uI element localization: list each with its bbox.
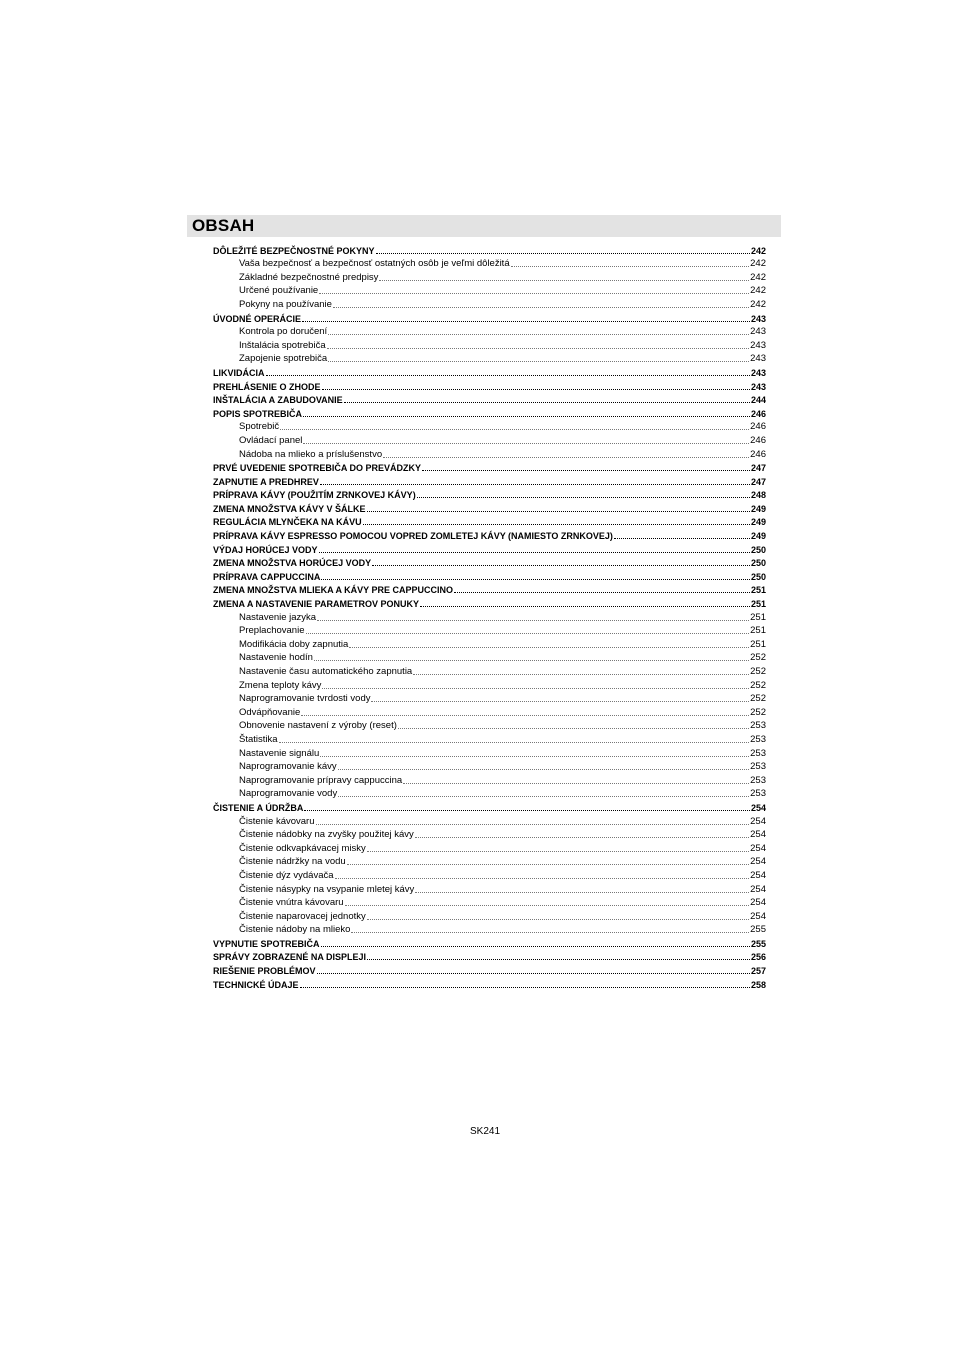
toc-entry-page: 254 [750, 869, 766, 881]
toc-entry-label: Vaša bezpečnosť a bezpečnosť ostatných osôb je veľmi dôležitá [239, 258, 510, 270]
toc-section-entry[interactable] [213, 501, 766, 515]
toc-subsection-entry[interactable] [213, 610, 766, 624]
toc-entry-page: 250 [750, 544, 766, 555]
toc-dot-leader [302, 321, 750, 322]
toc-dot-leader [319, 552, 750, 553]
toc-section-entry[interactable] [213, 406, 766, 420]
toc-entry-label: Určené používanie [239, 285, 319, 297]
toc-subsection-entry[interactable] [213, 257, 766, 271]
toc-subsection-entry[interactable] [213, 909, 766, 923]
toc-dot-leader [327, 348, 750, 349]
toc-subsection-entry[interactable] [213, 732, 766, 746]
toc-entry-page: 252 [750, 679, 766, 691]
toc-dot-leader [614, 538, 750, 539]
toc-section-entry[interactable] [213, 556, 766, 570]
toc-entry-label: RIEŠENIE PROBLÉMOV [213, 966, 316, 977]
toc-entry-label: Čistenie násypky na vsypanie mletej kávy [239, 883, 415, 895]
toc-entry-page: 253 [750, 733, 766, 745]
toc-subsection-entry[interactable] [213, 746, 766, 760]
toc-entry-label: Nastavenie hodín [239, 652, 313, 664]
page-number: SK241 [469, 1126, 501, 1137]
toc-entry-label: Obnovenie nastavení z výroby (reset) [239, 720, 397, 732]
toc-dot-leader [316, 824, 750, 825]
toc-section-entry[interactable] [213, 800, 766, 814]
toc-entry-page: 243 [750, 353, 766, 365]
toc-dot-leader [367, 919, 749, 920]
toc-entry-label: ZMENA A NASTAVENIE PARAMETROV PONUKY [213, 599, 420, 610]
toc-entry-page: 254 [750, 829, 766, 841]
toc-entry-page: 253 [750, 761, 766, 773]
toc-subsection-entry[interactable] [213, 896, 766, 910]
toc-entry-label: Štatistika [239, 733, 278, 745]
toc-subsection-entry[interactable] [213, 828, 766, 842]
toc-subsection-entry[interactable] [213, 923, 766, 937]
toc-dot-leader [317, 620, 749, 621]
toc-dot-leader [322, 389, 750, 390]
toc-heading-band [187, 215, 781, 237]
toc-dot-leader [511, 266, 750, 267]
toc-dot-leader [306, 633, 750, 634]
toc-section-entry[interactable] [213, 365, 766, 379]
toc-entry-page: 242 [750, 258, 766, 270]
toc-section-entry[interactable] [213, 474, 766, 488]
toc-entry-page: 246 [750, 434, 766, 446]
toc-entry-page: 258 [750, 979, 766, 990]
toc-entry-label: Zmena teploty kávy [239, 679, 322, 691]
toc-entry-label: REGULÁCIA MLYNČEKA NA KÁVU [213, 517, 362, 528]
toc-entry-label: POPIS SPOTREBIČA [213, 408, 303, 419]
toc-subsection-entry[interactable] [213, 284, 766, 298]
toc-section-entry[interactable] [213, 963, 766, 977]
toc-dot-leader [328, 334, 749, 335]
toc-dot-leader [266, 375, 750, 376]
toc-entry-label: PRÍPRAVA KÁVY (POUŽITÍM ZRNKOVEJ KÁVY) [213, 490, 416, 501]
toc-dot-leader [280, 429, 749, 430]
toc-entry-page: 243 [750, 313, 766, 324]
toc-dot-leader [367, 511, 750, 512]
toc-dot-leader [383, 457, 749, 458]
toc-entry-page: 253 [750, 788, 766, 800]
toc-dot-leader [454, 592, 750, 593]
toc-dot-leader [367, 851, 749, 852]
toc-dot-leader [420, 606, 750, 607]
toc-entry-page: 253 [750, 774, 766, 786]
toc-entry-label: PRVÉ UVEDENIE SPOTREBIČA DO PREVÁDZKY [213, 463, 422, 474]
toc-entry-label: Naprogramovanie vody [239, 788, 338, 800]
toc-subsection-entry[interactable] [213, 760, 766, 774]
toc-dot-leader [304, 810, 750, 811]
toc-entry-page: 251 [750, 611, 766, 623]
toc-entry-page: 252 [750, 693, 766, 705]
toc-entry-label: Čistenie nádržky na vodu [239, 856, 346, 868]
toc-dot-leader [301, 715, 749, 716]
toc-entry-page: 252 [750, 706, 766, 718]
toc-entry-label: Čistenie dýz vydávača [239, 869, 334, 881]
toc-entry-label: Modifikácia doby zapnutia [239, 638, 349, 650]
toc-dot-leader [321, 579, 750, 580]
toc-dot-leader [347, 864, 749, 865]
toc-entry-page: 253 [750, 720, 766, 732]
toc-dot-leader [345, 905, 750, 906]
toc-entry-page: 242 [750, 285, 766, 297]
toc-entry-page: 255 [750, 938, 766, 949]
toc-entry-page: 254 [750, 856, 766, 868]
toc-entry-label: LIKVIDÁCIA [213, 367, 265, 378]
toc-dot-leader [328, 361, 749, 362]
toc-entry-label: Čistenie kávovaru [239, 815, 315, 827]
toc-entry-page: 256 [750, 952, 766, 963]
toc-section-entry[interactable] [213, 461, 766, 475]
toc-entry-label: PREHLÁSENIE O ZHODE [213, 381, 321, 392]
toc-entry-label: Naprogramovanie tvrdosti vody [239, 693, 371, 705]
toc-entry-page: 252 [750, 666, 766, 677]
toc-entry-label: Čistenie nádobky na zvyšky použitej kávy [239, 829, 414, 841]
toc-entry-label: Spotrebič [239, 421, 280, 433]
toc-entry-label: PRÍPRAVA CAPPUCCINA [213, 571, 321, 582]
toc-dot-leader [321, 946, 750, 947]
toc-subsection-entry[interactable] [213, 433, 766, 447]
toc-entry-label: VÝDAJ HORÚCEJ VODY [213, 544, 318, 555]
toc-entry-label: ČISTENIE A ÚDRŽBA [213, 802, 304, 813]
toc-dot-leader [371, 701, 749, 702]
toc-entry-page: 247 [750, 476, 766, 487]
toc-dot-leader [403, 783, 749, 784]
toc-entry-page: 255 [750, 924, 766, 936]
toc-dot-leader [317, 973, 750, 974]
toc-entry-page: 254 [750, 883, 766, 895]
toc-entry-page: 254 [750, 842, 766, 854]
toc-entry-page: 249 [750, 531, 766, 542]
toc-section-entry[interactable] [213, 515, 766, 529]
toc-dot-leader [335, 878, 750, 879]
toc-subsection-entry[interactable] [213, 678, 766, 692]
toc-entry-label: Čistenie naparovacej jednotky [239, 910, 366, 922]
toc-subsection-entry[interactable] [213, 705, 766, 719]
toc-entry-label: Nastavenie signálu [239, 747, 320, 759]
toc-dot-leader [372, 565, 750, 566]
toc-entry-label: Nastavenie času automatického zapnutia [239, 666, 413, 677]
toc-subsection-entry[interactable] [213, 270, 766, 284]
toc-dot-leader [320, 484, 750, 485]
toc-entry-label: PRÍPRAVA KÁVY ESPRESSO POMOCOU VOPRED ZOMLETEJ KÁVY (NAMIESTO ZRNKOVEJ) [213, 531, 613, 542]
toc-entry-page: 248 [750, 490, 766, 501]
toc-dot-leader [320, 756, 749, 757]
toc-section-entry[interactable] [213, 379, 766, 393]
toc-entry-label: Čistenie odkvapkávacej misky [239, 842, 366, 854]
toc-dot-leader [351, 932, 749, 933]
toc-subsection-entry[interactable] [213, 297, 766, 311]
toc-entry-label: Nádoba na mlieko a príslušenstvo [239, 448, 383, 460]
toc-entry-page: 243 [750, 326, 766, 338]
toc-entry-label: Naprogramovanie prípravy cappuccina [239, 774, 403, 786]
toc-dot-leader [338, 769, 749, 770]
toc-section-entry[interactable] [213, 393, 766, 407]
toc-section-entry[interactable] [213, 950, 766, 964]
toc-dot-leader [415, 837, 749, 838]
toc-section-entry[interactable] [213, 528, 766, 542]
toc-entry-label: ZMENA MNOŽSTVA HORÚCEJ VODY [213, 558, 372, 569]
toc-entry-label: Kontrola po doručení [239, 326, 328, 338]
toc-dot-leader [344, 402, 750, 403]
toc-entry-page: 251 [750, 599, 766, 610]
toc-entry-page: 242 [750, 271, 766, 283]
toc-entry-page: 247 [750, 463, 766, 474]
toc-section-entry[interactable] [213, 569, 766, 583]
toc-entry-label: INŠTALÁCIA A ZABUDOVANIE [213, 395, 343, 406]
toc-subsection-entry[interactable] [213, 868, 766, 882]
toc-entry-label: DÔLEŽITÉ BEZPEČNOSTNÉ POKYNY [213, 245, 375, 256]
toc-entry-label: Pokyny na používanie [239, 298, 332, 310]
toc-dot-leader [303, 443, 749, 444]
toc-entry-label: Čistenie nádoby na mlieko [239, 924, 351, 936]
toc-dot-leader [322, 688, 749, 689]
toc-entry-page: 243 [750, 367, 766, 378]
toc-entry-label: Odvápňovanie [239, 706, 301, 718]
toc-subsection-entry[interactable] [213, 882, 766, 896]
toc-entry-label: Preplachovanie [239, 625, 305, 637]
toc-subsection-entry[interactable] [213, 855, 766, 869]
toc-entry-page: 246 [750, 421, 766, 433]
toc-entry-page: 246 [750, 408, 766, 419]
toc-entry-label: SPRÁVY ZOBRAZENÉ NA DISPLEJI [213, 952, 367, 963]
toc-entry-label: Ovládací panel [239, 434, 303, 446]
toc-subsection-entry[interactable] [213, 624, 766, 638]
toc-entry-page: 246 [750, 448, 766, 460]
toc-dot-leader [422, 470, 750, 471]
toc-dot-leader [349, 647, 749, 648]
toc-subsection-entry[interactable] [213, 352, 766, 366]
toc-entry-label: ÚVODNÉ OPERÁCIE [213, 313, 302, 324]
toc-dot-leader [363, 524, 750, 525]
toc-subsection-entry[interactable] [213, 338, 766, 352]
toc-section-entry[interactable] [213, 311, 766, 325]
toc-entry-page: 250 [750, 558, 766, 569]
toc-entry-label: ZMENA MNOŽSTVA KÁVY V ŠÁLKE [213, 503, 366, 514]
toc-subsection-entry[interactable] [213, 787, 766, 801]
toc-entry-label: Čistenie vnútra kávovaru [239, 897, 344, 909]
toc-subsection-entry[interactable] [213, 637, 766, 651]
toc-entry-page: 254 [750, 910, 766, 922]
toc-entry-page: 249 [750, 517, 766, 528]
toc-section-entry[interactable] [213, 936, 766, 950]
toc-section-entry[interactable] [213, 596, 766, 610]
toc-subsection-entry[interactable] [213, 651, 766, 665]
toc-section-entry[interactable] [213, 977, 766, 991]
toc-dot-leader [333, 307, 749, 308]
toc-dot-leader [279, 742, 750, 743]
toc-entry-page: 244 [750, 395, 766, 406]
toc-dot-leader [398, 728, 749, 729]
toc-entry-label: TECHNICKÉ ÚDAJE [213, 979, 299, 990]
toc-entry-label: ZMENA MNOŽSTVA MLIEKA A KÁVY PRE CAPPUCCINO [213, 585, 454, 596]
toc-heading: OBSAH [192, 216, 255, 235]
toc-entry-label: ZAPNUTIE A PREDHREV [213, 476, 319, 487]
toc-dot-leader [376, 253, 750, 254]
toc-entry-label: Inštalácia spotrebiča [239, 339, 326, 351]
toc-subsection-entry[interactable] [213, 814, 766, 828]
toc-entry-label: Zapojenie spotrebiča [239, 353, 328, 365]
toc-entry-label: VYPNUTIE SPOTREBIČA [213, 938, 320, 949]
toc-entry-page: 254 [750, 897, 766, 909]
toc-entry-label: Základné bezpečnostné predpisy [239, 271, 379, 283]
toc-subsection-entry[interactable] [213, 773, 766, 787]
toc-section-entry[interactable] [213, 488, 766, 502]
table-of-contents [213, 243, 766, 991]
toc-entry-page: 249 [750, 503, 766, 514]
toc-entry-page: 251 [750, 625, 766, 637]
toc-subsection-entry[interactable] [213, 692, 766, 706]
toc-entry-page: 253 [750, 747, 766, 759]
toc-subsection-entry[interactable] [213, 664, 766, 678]
toc-dot-leader [319, 293, 749, 294]
toc-entry-page: 251 [750, 585, 766, 596]
toc-section-entry[interactable] [213, 583, 766, 597]
toc-entry-page: 243 [750, 381, 766, 392]
toc-dot-leader [314, 660, 749, 661]
toc-entry-page: 257 [750, 966, 766, 977]
toc-entry-page: 250 [750, 571, 766, 582]
toc-entry-label: Naprogramovanie kávy [239, 761, 337, 773]
toc-entry-page: 251 [750, 638, 766, 650]
toc-subsection-entry[interactable] [213, 841, 766, 855]
toc-dot-leader [300, 987, 750, 988]
toc-entry-page: 242 [750, 245, 766, 256]
toc-dot-leader [379, 280, 749, 281]
toc-subsection-entry[interactable] [213, 719, 766, 733]
toc-entry-page: 242 [750, 298, 766, 310]
toc-section-entry[interactable] [213, 542, 766, 556]
toc-entry-page: 252 [750, 652, 766, 664]
toc-entry-page: 254 [750, 815, 766, 827]
toc-subsection-entry[interactable] [213, 420, 766, 434]
toc-dot-leader [417, 497, 750, 498]
toc-subsection-entry[interactable] [213, 447, 766, 461]
toc-dot-leader [338, 796, 749, 797]
toc-section-entry[interactable] [213, 243, 766, 257]
toc-entry-label: Nastavenie jazyka [239, 611, 317, 623]
toc-dot-leader [413, 674, 749, 675]
toc-dot-leader [367, 959, 750, 960]
toc-dot-leader [415, 892, 749, 893]
toc-dot-leader [303, 416, 750, 417]
toc-subsection-entry[interactable] [213, 325, 766, 339]
toc-entry-page: 243 [750, 339, 766, 351]
toc-entry-page: 254 [750, 802, 766, 813]
